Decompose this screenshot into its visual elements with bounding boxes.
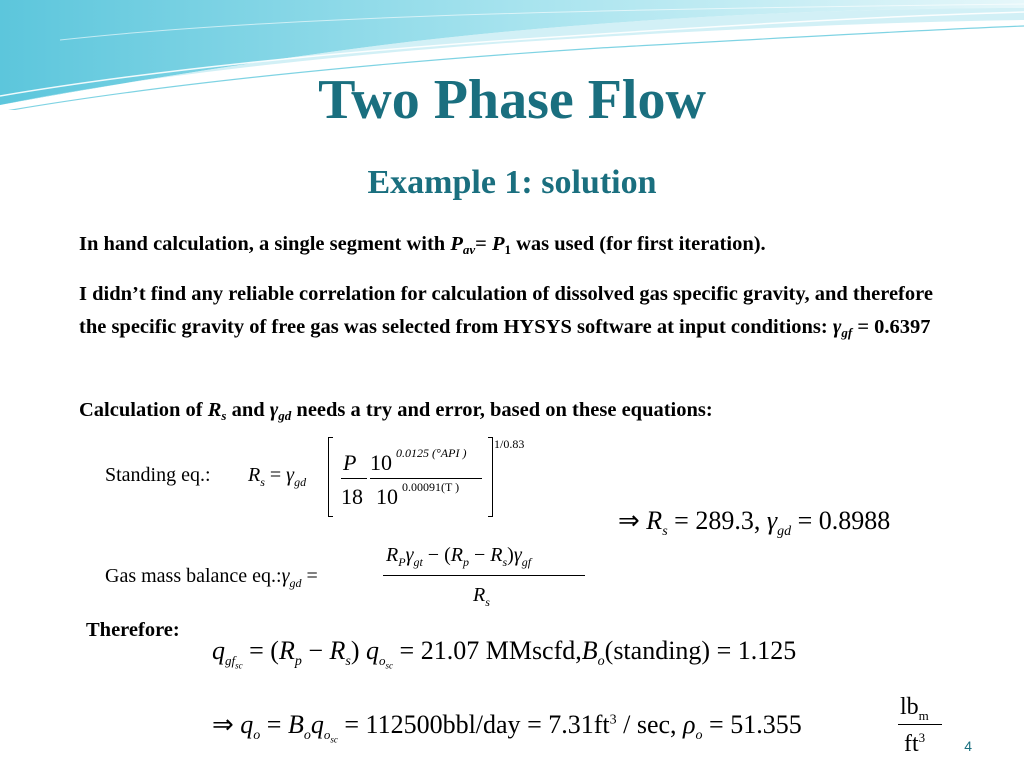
sub-s: s: [221, 408, 227, 423]
p3-text-c: needs a try and error, based on these equations:: [291, 399, 713, 421]
slide-subtitle: Example 1: solution: [367, 164, 657, 201]
oil-rate-equation: ⇒ $q_o = B_oq_{o_{sc}} = 112500bbl/day = 7.31ft^3 / \sec$, $\rho_o = 51.355$: [212, 710, 802, 745]
sub-1: 1: [504, 242, 511, 257]
mass-balance-line: [383, 575, 585, 576]
right-bracket: [488, 437, 493, 517]
var-r: R: [207, 399, 222, 421]
unit-denominator: $ft^3$: [904, 730, 926, 757]
standing-frac2-num-exp: 0.0125 (°API ): [396, 446, 467, 460]
var-gamma-gd: γ: [269, 399, 279, 421]
p1-equals: =: [475, 233, 492, 255]
var-p1: P: [491, 233, 505, 255]
unit-fraction-line: [898, 724, 942, 725]
mass-balance-denominator: $R_s$: [473, 584, 490, 609]
gas-rate-equation: $q_{gf_{sc}} = (R_p - R_s) q_{o_{sc}} = 21.07$ $MMscfd,B_o(standing) = 1.125$: [212, 636, 797, 671]
sub-gf: gf: [841, 325, 853, 340]
standing-frac1-num: P: [343, 450, 357, 475]
unit-numerator: $lb_m$: [900, 694, 929, 723]
sub-av: av: [462, 242, 476, 257]
p1-text-end: was used (for first iteration).: [510, 233, 766, 255]
paragraph-calculation: [79, 394, 959, 432]
standing-eq-lhs: $R_s = \gamma_{gd}$: [248, 464, 307, 489]
page-number: 4: [964, 738, 972, 754]
standing-frac2-num-base: 10: [370, 450, 392, 475]
paragraph-hand-calculation: [79, 228, 959, 266]
p3-text-a: Calculation of: [79, 399, 208, 421]
mass-balance-numerator: $R_P\gamma_{gt} - (R_p - R_s)\gamma_{gf}$: [386, 544, 532, 569]
standing-frac1-den: 18: [341, 484, 363, 509]
standing-frac2-line: [370, 478, 482, 479]
mass-balance-label: Gas mass balance $eq.:\gamma_{gd}$ =: [105, 565, 318, 590]
p2-text: I didn’t find any reliable correlation for calculation of dissolved gas specific gravity, and therefore the specific gravity of free gas was selected from HYSYS software at input conditions:: [79, 283, 933, 338]
standing-eq-label: Standing eq.:: [105, 464, 211, 486]
standing-result: ⇒ $R_s = 289.3$, $\gamma_{gd} = 0.8988$: [618, 506, 891, 540]
standing-frac2-den-base: 10: [376, 484, 398, 509]
left-bracket: [328, 437, 333, 517]
p2-value: = 0.6397: [852, 316, 931, 338]
standing-frac1-line: [341, 478, 367, 479]
slide-title: Two Phase Flow: [318, 69, 706, 131]
p3-text-b: and: [226, 399, 270, 421]
standing-power: 1/0.83: [494, 437, 525, 451]
standing-frac2-den-exp: 0.00091(T ): [402, 480, 460, 494]
sub-gd: gd: [278, 408, 292, 423]
paragraph-gas-gravity: [79, 278, 959, 349]
var-p: P: [450, 233, 463, 255]
var-gamma: γ: [832, 316, 842, 338]
therefore-label: Therefore:: [86, 619, 180, 641]
p1-text: In hand calculation, a single segment with: [79, 233, 451, 255]
